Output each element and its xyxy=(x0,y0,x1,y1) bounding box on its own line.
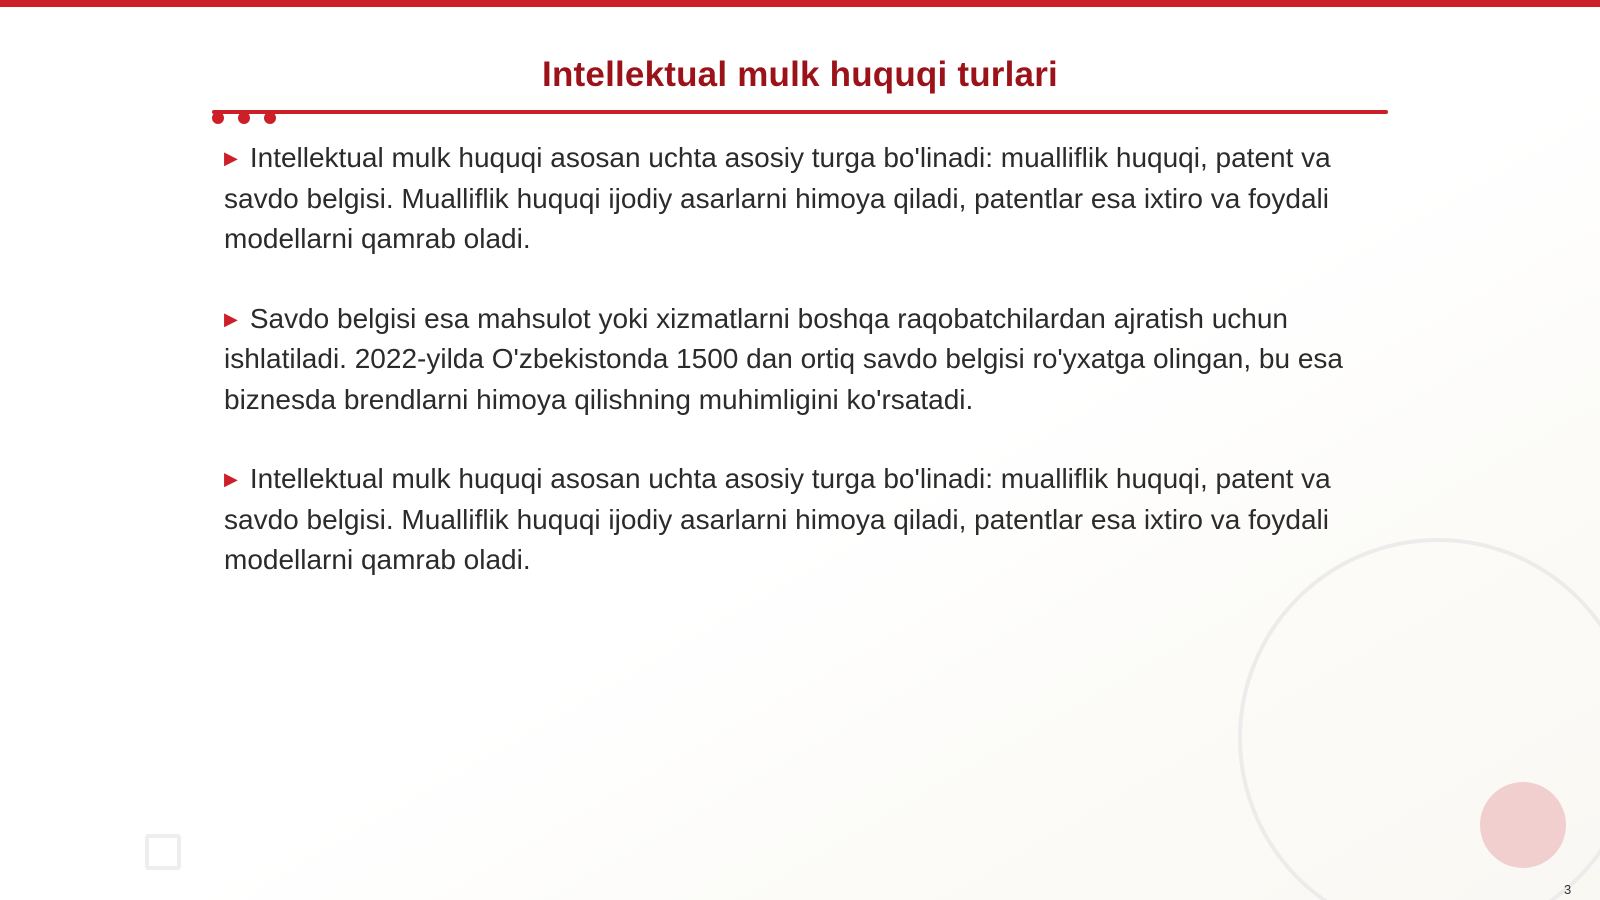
decorative-dot xyxy=(212,112,224,124)
bullet-item xyxy=(224,459,1374,581)
slide-title: Intellektual mulk huquqi turlari xyxy=(542,55,1058,94)
bullet-item xyxy=(224,138,1374,260)
bullet-arrow-icon: ▶ xyxy=(224,308,238,329)
decorative-dot xyxy=(264,112,276,124)
bullet-text: Intellektual mulk huquqi asosan uchta asosiy turga bo'linadi: mualliflik huquqi, patent va savdo belgisi. Mualliflik huquqi ijodiy asarlarni himoya qiladi, patentlar esa ixtiro va foydali modellarni qamrab oladi. xyxy=(224,463,1331,575)
decorative-dot xyxy=(238,112,250,124)
top-accent-bar xyxy=(0,0,1600,7)
decorative-circle xyxy=(1480,782,1566,868)
bullet-text: Intellektual mulk huquqi asosan uchta asosiy turga bo'linadi: mualliflik huquqi, patent va savdo belgisi. Mualliflik huquqi ijodiy asarlarni himoya qiladi, patentlar esa ixtiro va foydali modellarni qamrab oladi. xyxy=(224,142,1331,254)
bullet-list xyxy=(224,138,1374,620)
title-underline xyxy=(212,110,1388,114)
bullet-arrow-icon: ▶ xyxy=(224,148,238,168)
bullet-text: Savdo belgisi esa mahsulot yoki xizmatlarni boshqa raqobatchilardan ajratish uchun ishlatiladi. 2022-yilda O'zbekistonda 1500 dan ortiq savdo belgisi ro'yxatga olingan, bu esa biznesda brendlarni himoya qilishning muhimligini ko'rsatadi. xyxy=(224,302,1343,415)
bullet-arrow-icon: ▶ xyxy=(224,469,238,489)
page-number: 3 xyxy=(1564,882,1572,897)
bullet-item xyxy=(224,299,1374,421)
decorative-square xyxy=(145,834,181,870)
